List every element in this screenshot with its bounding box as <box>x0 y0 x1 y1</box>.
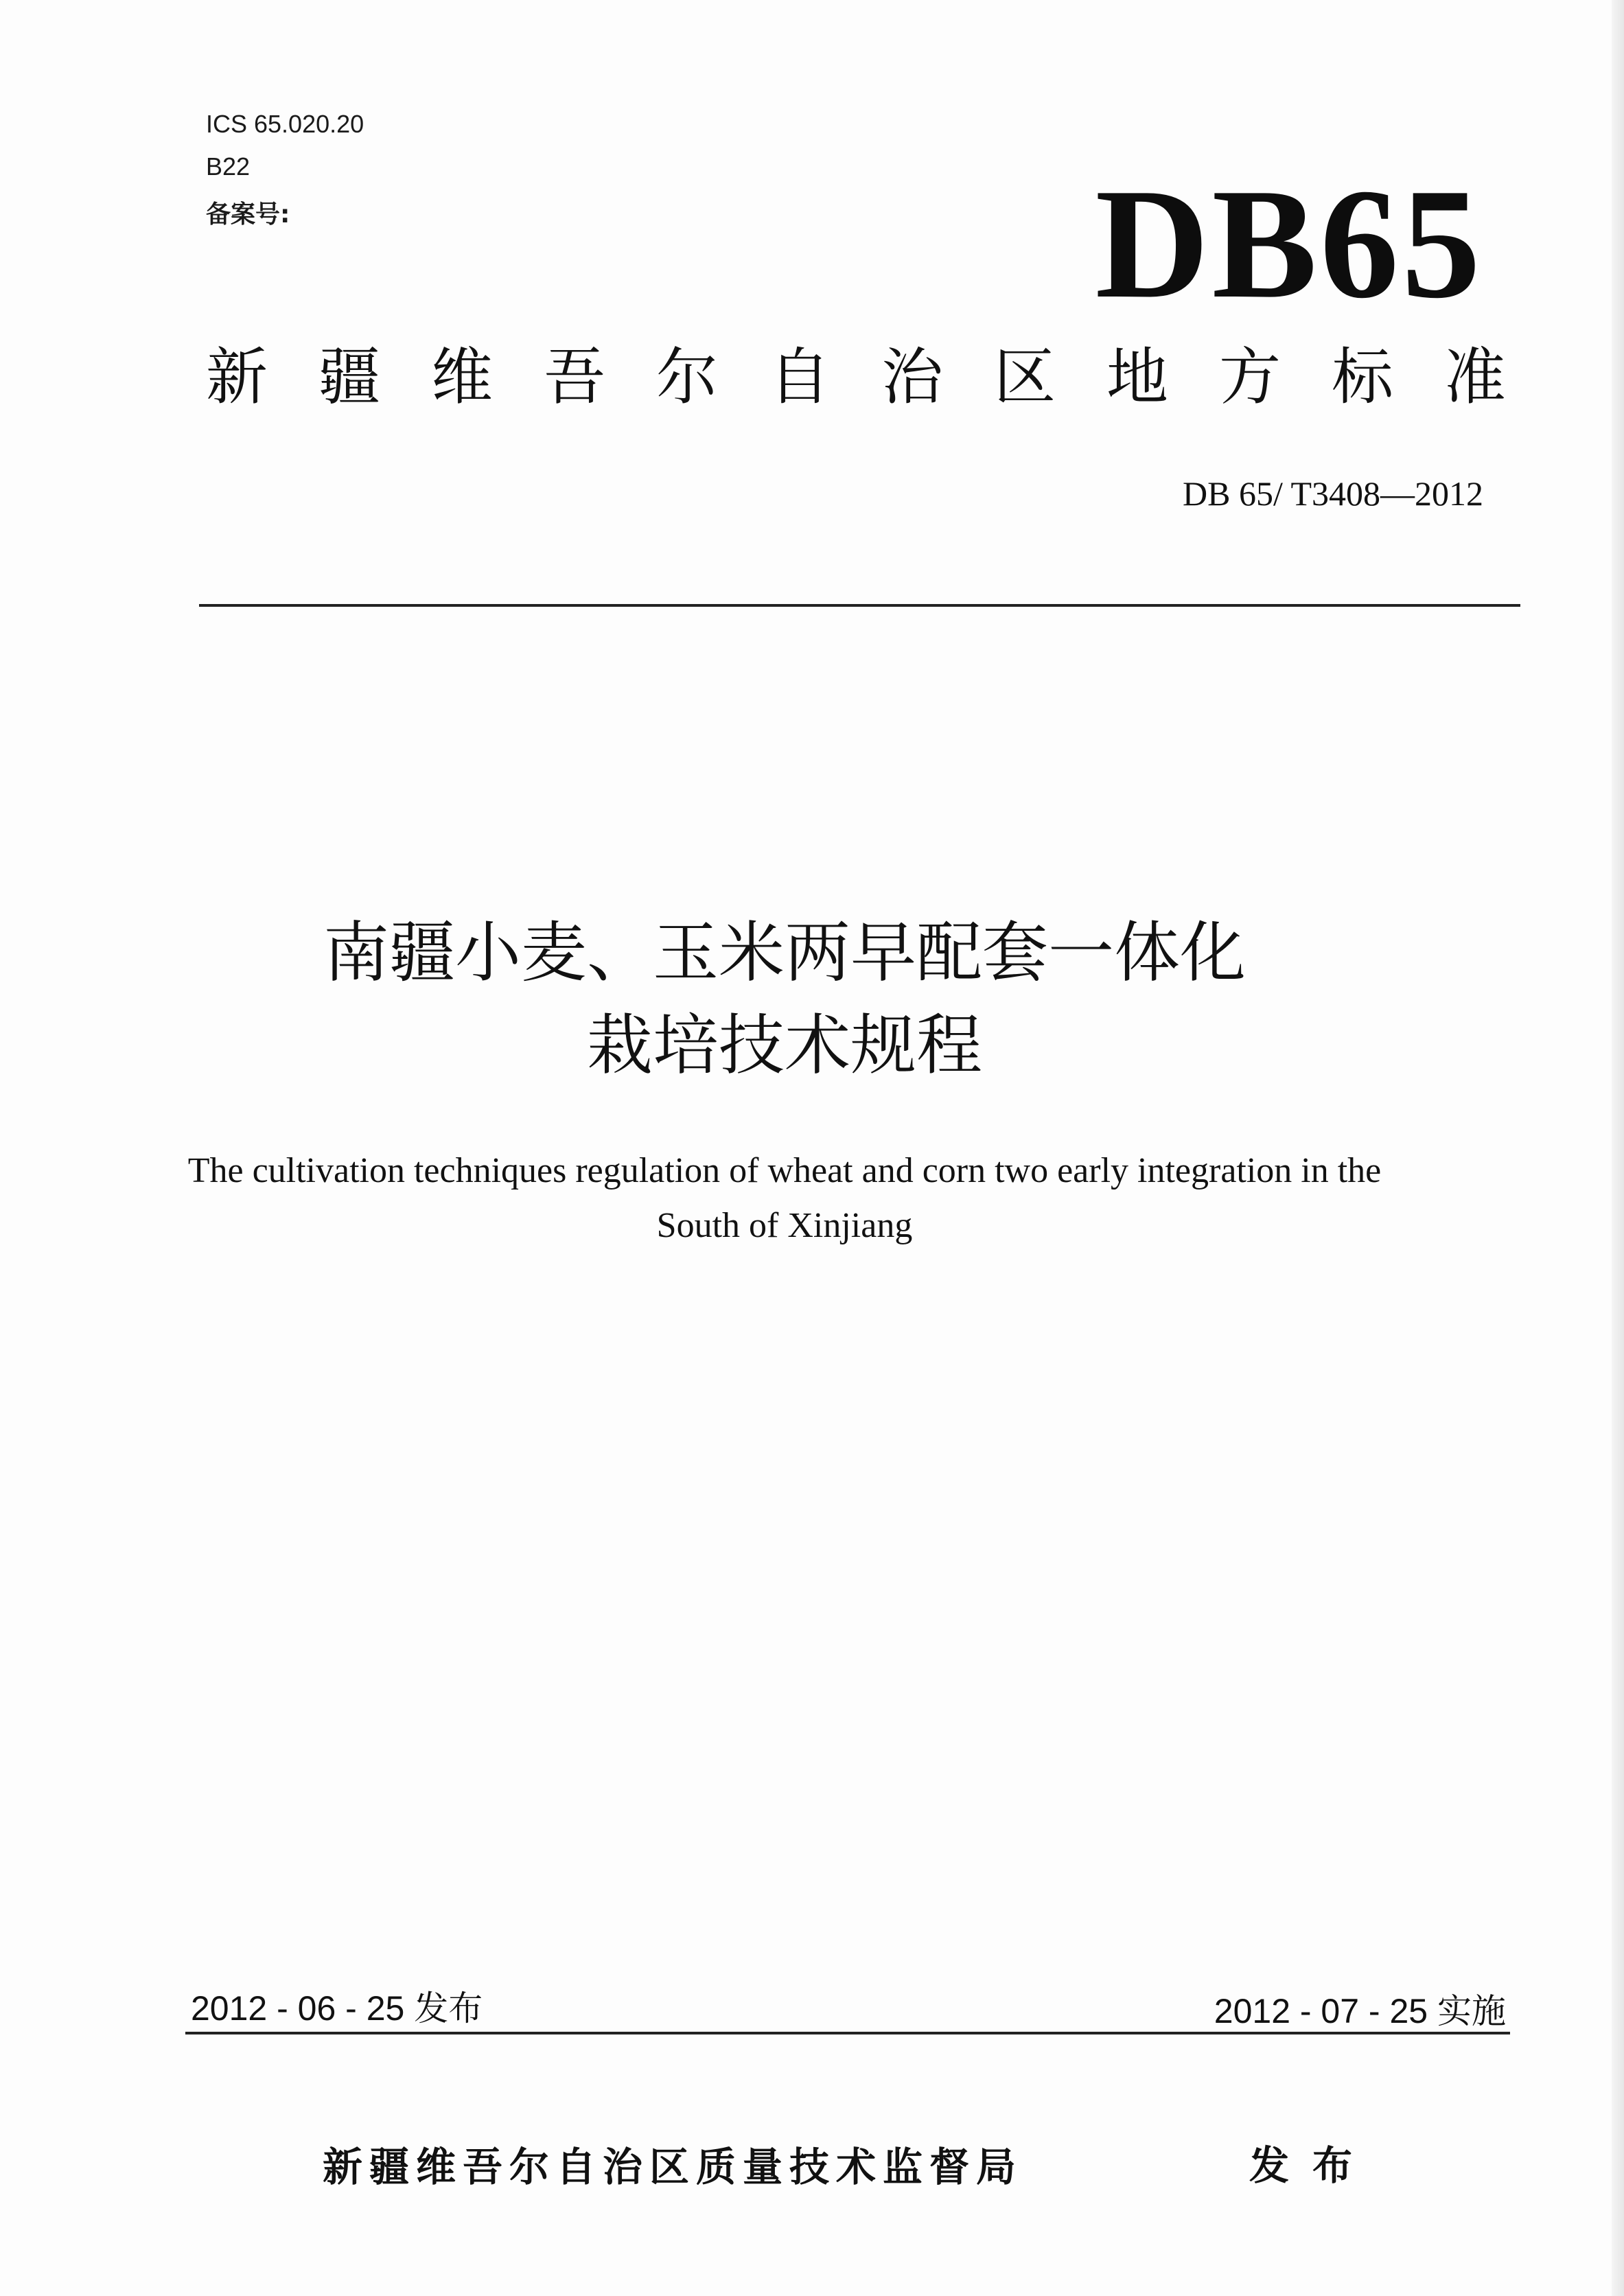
standard-logo: DB65 <box>1095 156 1483 331</box>
record-number-label: 备案号: <box>206 200 290 229</box>
effective-date: 2012 - 07 - 25 实施 <box>1214 1992 1506 2030</box>
title-en-line-1: The cultivation techniques regulation of wheat and corn two early integration in the <box>187 1151 1382 1190</box>
issue-date: 2012 - 06 - 25 发布 <box>191 1989 483 2028</box>
publish-label: 发布 <box>1249 2142 1376 2189</box>
standard-number: DB 65/ T3408—2012 <box>1183 474 1483 513</box>
classification-code: B22 <box>206 152 251 181</box>
standard-type-title: 新疆维吾尔自治区地方标准 <box>206 341 1557 413</box>
publisher-name: 新疆维吾尔自治区质量技术监督局 <box>323 2144 1023 2190</box>
scan-edge-shadow <box>1612 0 1624 2296</box>
title-en-line-2: South of Xinjiang <box>656 1206 913 1245</box>
top-divider <box>199 604 1520 607</box>
bottom-divider <box>185 2032 1510 2034</box>
title-cn-line-2: 栽培技术规程 <box>587 1007 982 1084</box>
ics-code: ICS 65.020.20 <box>206 110 364 138</box>
title-cn-line-1: 南疆小麦、玉米两早配套一体化 <box>323 914 1246 991</box>
